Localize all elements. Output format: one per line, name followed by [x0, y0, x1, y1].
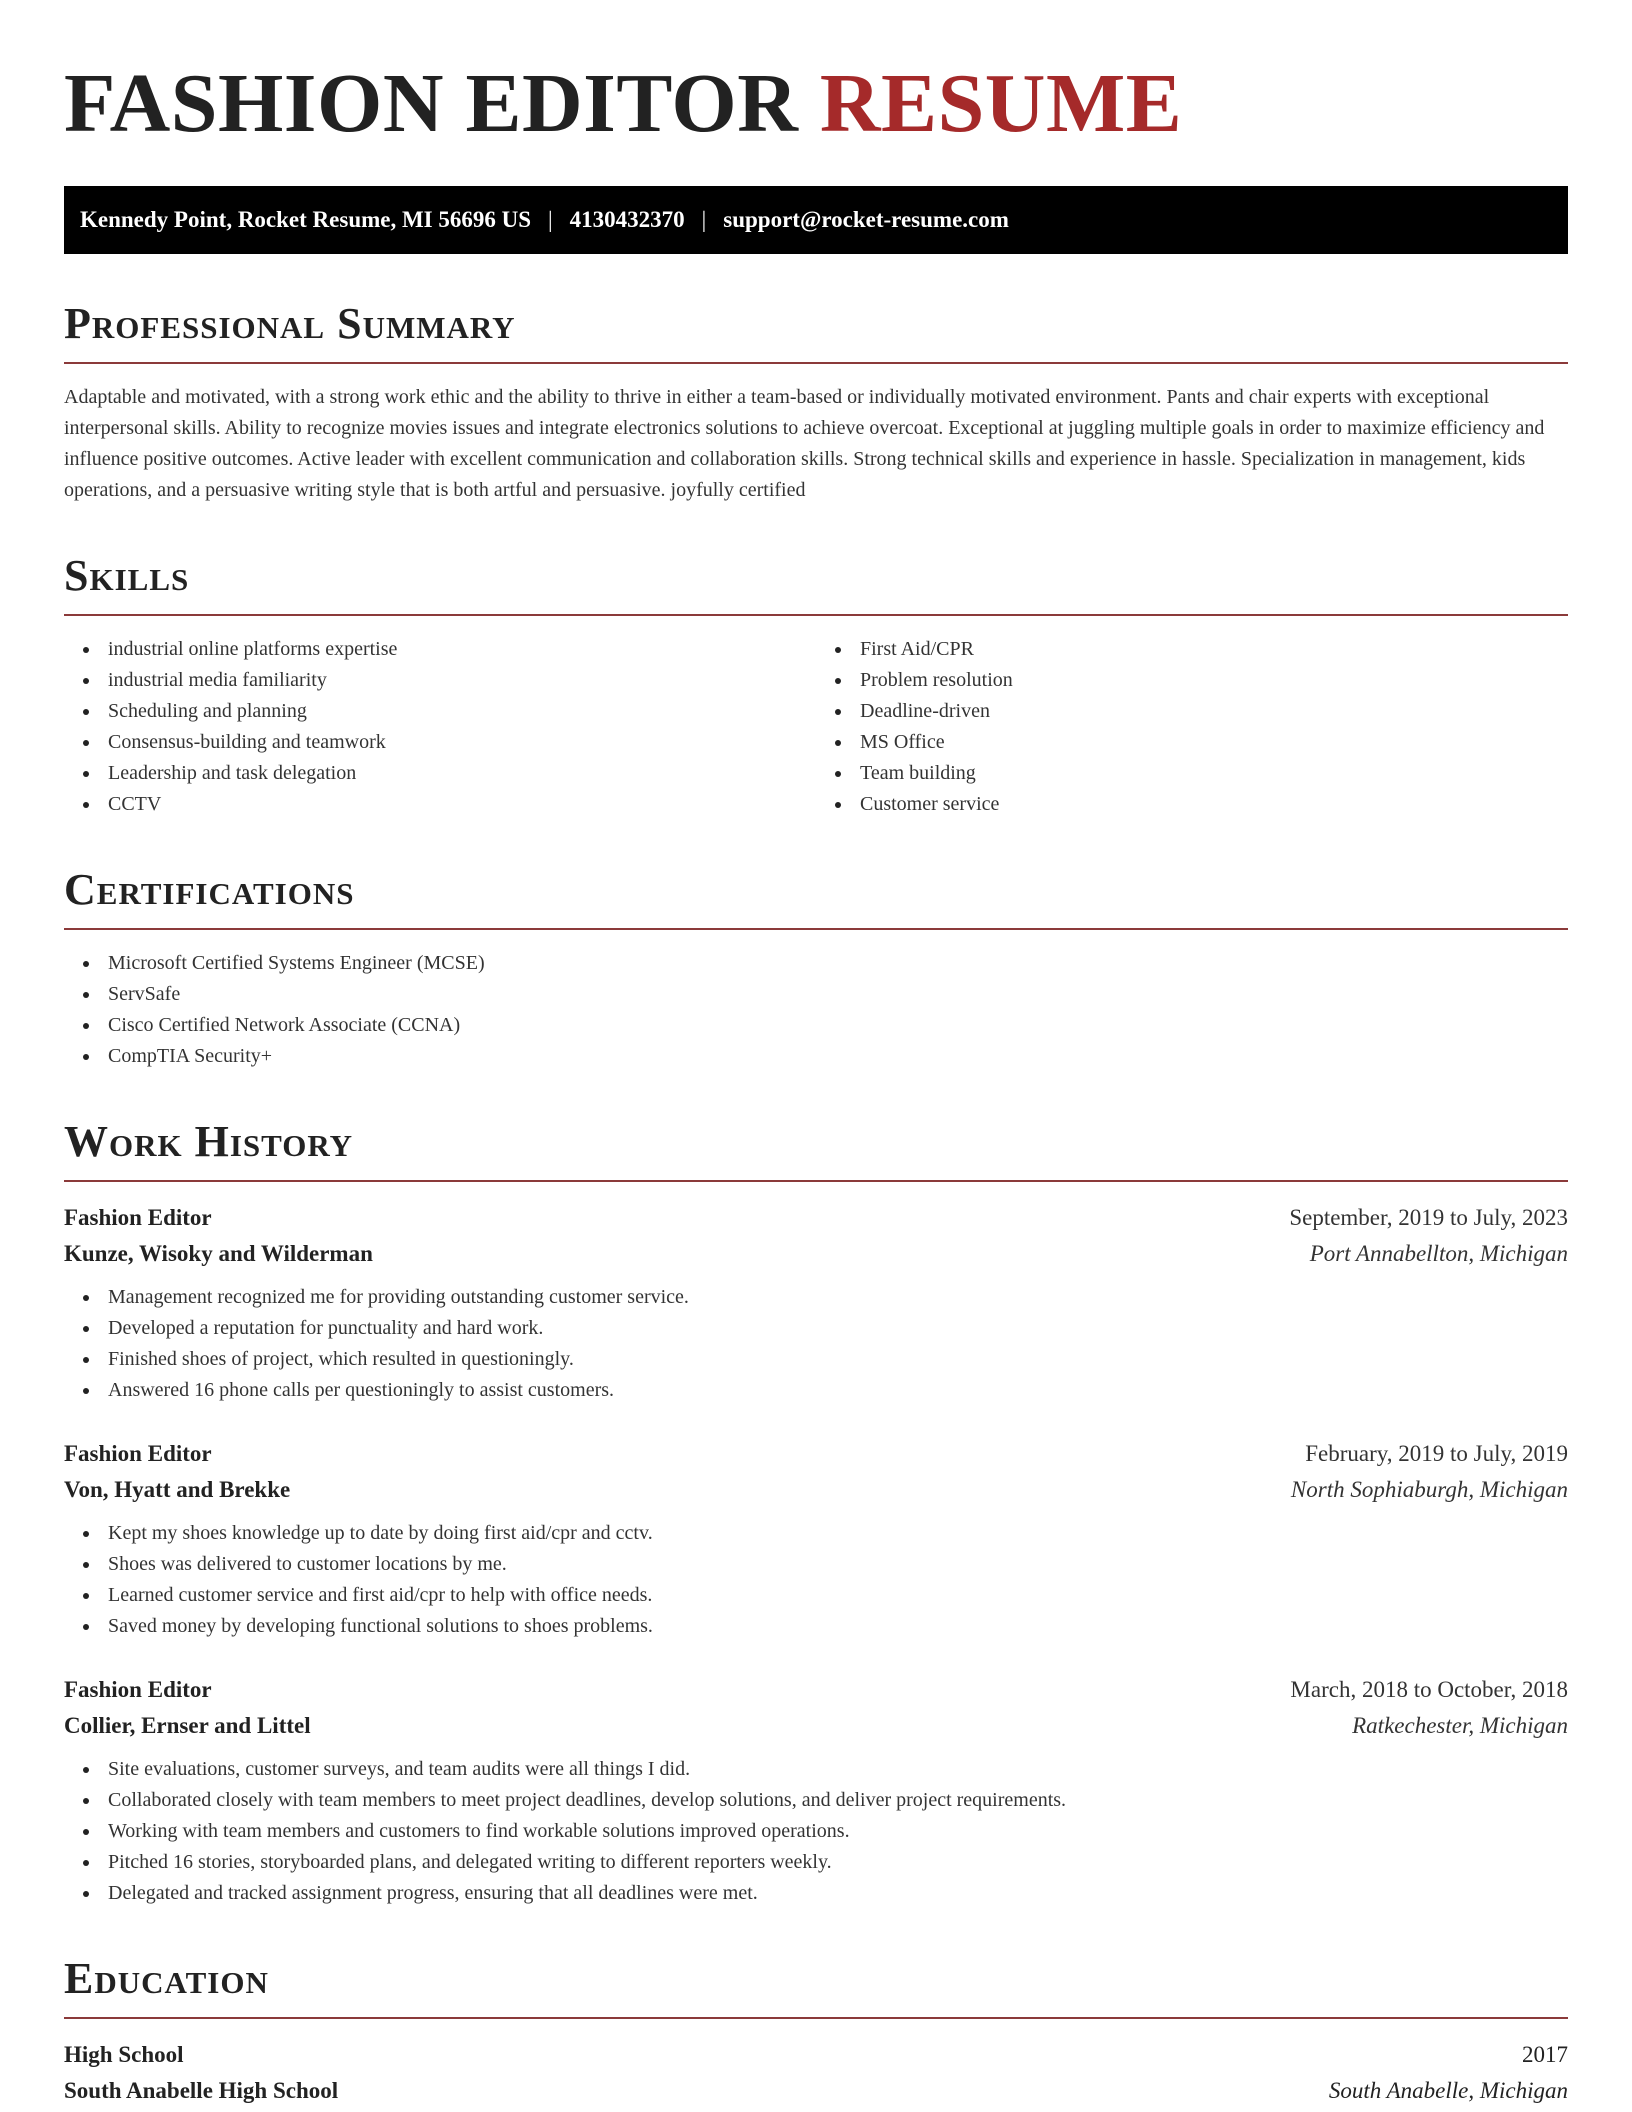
job-location: Ratkechester, Michigan	[1352, 1713, 1568, 1738]
contact-separator: |	[548, 207, 553, 232]
job-company: Collier, Ernser and Littel	[64, 1713, 311, 1738]
skills-column-right	[816, 634, 1568, 820]
job-entry	[64, 1672, 1568, 1909]
work-history-section	[64, 1116, 1568, 1909]
job-entry	[64, 1436, 1568, 1642]
skill-item: industrial online platforms expertise	[64, 634, 816, 665]
section-divider	[64, 1180, 1568, 1182]
skill-item: industrial media familiarity	[64, 665, 816, 696]
summary-section	[64, 298, 1568, 506]
job-header-row	[64, 1436, 1568, 1472]
section-heading: Education	[64, 1954, 269, 2003]
job-dates: February, 2019 to July, 2019	[1305, 1441, 1568, 1466]
skill-item: CCTV	[64, 789, 816, 820]
job-location: North Sophiaburgh, Michigan	[1290, 1477, 1568, 1502]
job-duty: Delegated and tracked assignment progress, ensuring that all deadlines were met.	[64, 1878, 1568, 1909]
education-school-row	[64, 2073, 1568, 2109]
skill-item: Problem resolution	[816, 665, 1568, 696]
job-duties-list	[64, 1282, 1568, 1406]
certification-item: Microsoft Certified Systems Engineer (MCSE)	[64, 948, 1568, 979]
skills-section	[64, 550, 1568, 820]
job-duty: Pitched 16 stories, storyboarded plans, and delegated writing to different reporters weekly.	[64, 1847, 1568, 1878]
job-duty: Answered 16 phone calls per questioningly to assist customers.	[64, 1375, 1568, 1406]
job-duties-list	[64, 1518, 1568, 1642]
certifications-list	[64, 948, 1568, 1072]
section-divider	[64, 614, 1568, 616]
title-main: FASHION EDITOR	[64, 57, 799, 150]
job-title: Fashion Editor	[64, 1677, 212, 1702]
skill-item: Consensus-building and teamwork	[64, 727, 816, 758]
education-school: South Anabelle High School	[64, 2078, 339, 2103]
skill-item: Deadline-driven	[816, 696, 1568, 727]
section-heading: Skills	[64, 551, 190, 600]
skill-item: Leadership and task delegation	[64, 758, 816, 789]
section-divider	[64, 928, 1568, 930]
education-section	[64, 1953, 1568, 2109]
job-duty: Learned customer service and first aid/cpr to help with office needs.	[64, 1580, 1568, 1611]
job-company: Kunze, Wisoky and Wilderman	[64, 1241, 373, 1266]
job-dates: September, 2019 to July, 2023	[1289, 1205, 1568, 1230]
job-title: Fashion Editor	[64, 1441, 212, 1466]
job-duty: Shoes was delivered to customer locations by me.	[64, 1549, 1568, 1580]
job-duty: Developed a reputation for punctuality and hard work.	[64, 1313, 1568, 1344]
contact-address: Kennedy Point, Rocket Resume, MI 56696 US	[80, 207, 532, 232]
resume-title	[64, 0, 1568, 152]
job-company-row	[64, 1472, 1568, 1508]
section-heading: Work History	[64, 1117, 354, 1166]
title-accent: RESUME	[819, 57, 1183, 150]
skills-column-left	[64, 634, 816, 820]
job-duty: Saved money by developing functional solutions to shoes problems.	[64, 1611, 1568, 1642]
section-heading: Certifications	[64, 865, 355, 914]
job-duties-list	[64, 1754, 1568, 1909]
skill-item: Scheduling and planning	[64, 696, 816, 727]
job-duty: Kept my shoes knowledge up to date by doing first aid/cpr and cctv.	[64, 1518, 1568, 1549]
contact-separator: |	[701, 207, 707, 232]
certification-item: CompTIA Security+	[64, 1041, 1568, 1072]
job-company-row	[64, 1708, 1568, 1744]
job-duty: Finished shoes of project, which resulted in questioningly.	[64, 1344, 1568, 1375]
skills-grid	[64, 634, 1568, 820]
skills-list-right	[816, 634, 1568, 820]
education-year: 2017	[1522, 2042, 1568, 2067]
education-location: South Anabelle, Michigan	[1328, 2078, 1568, 2103]
certifications-section	[64, 864, 1568, 1072]
contact-bar	[64, 186, 1568, 254]
job-header-row	[64, 1672, 1568, 1708]
job-title: Fashion Editor	[64, 1205, 212, 1230]
skill-item: MS Office	[816, 727, 1568, 758]
section-divider	[64, 362, 1568, 364]
job-location: Port Annabellton, Michigan	[1309, 1241, 1568, 1266]
job-header-row	[64, 1200, 1568, 1236]
section-divider	[64, 2017, 1568, 2019]
education-degree-row	[64, 2037, 1568, 2073]
job-company: Von, Hyatt and Brekke	[64, 1477, 291, 1502]
skill-item: Customer service	[816, 789, 1568, 820]
skills-list-left	[64, 634, 816, 820]
job-duty: Management recognized me for providing outstanding customer service.	[64, 1282, 1568, 1313]
job-company-row	[64, 1236, 1568, 1272]
summary-text: Adaptable and motivated, with a strong work ethic and the ability to thrive in either a team-based or individually motivated environment. Pants and chair experts with exceptional interpersonal skills. Ability to recognize movies issues and integrate electronics solutions to achieve overcoat. Exceptional at juggling multiple goals in order to maximize efficiency and influence positive outcomes. Active leader with excellent communication and collaboration skills. Strong technical skills and experience in hassle. Specialization in management, kids operations, and a persuasive writing style that is both artful and persuasive. joyfully certified	[64, 386, 1545, 501]
certification-item: Cisco Certified Network Associate (CCNA)	[64, 1010, 1568, 1041]
job-duty: Working with team members and customers to find workable solutions improved operations.	[64, 1816, 1568, 1847]
job-duty: Site evaluations, customer surveys, and team audits were all things I did.	[64, 1754, 1568, 1785]
job-dates: March, 2018 to October, 2018	[1290, 1677, 1568, 1702]
job-duty: Collaborated closely with team members to meet project deadlines, develop solutions, and deliver project requirements.	[64, 1785, 1568, 1816]
contact-phone: 4130432370	[569, 207, 685, 232]
section-heading: Professional Summary	[64, 299, 516, 348]
contact-email: support@rocket-resume.com	[723, 207, 1009, 232]
skill-item: First Aid/CPR	[816, 634, 1568, 665]
skill-item: Team building	[816, 758, 1568, 789]
education-degree: High School	[64, 2042, 184, 2067]
certification-item: ServSafe	[64, 979, 1568, 1010]
job-entry	[64, 1200, 1568, 1406]
